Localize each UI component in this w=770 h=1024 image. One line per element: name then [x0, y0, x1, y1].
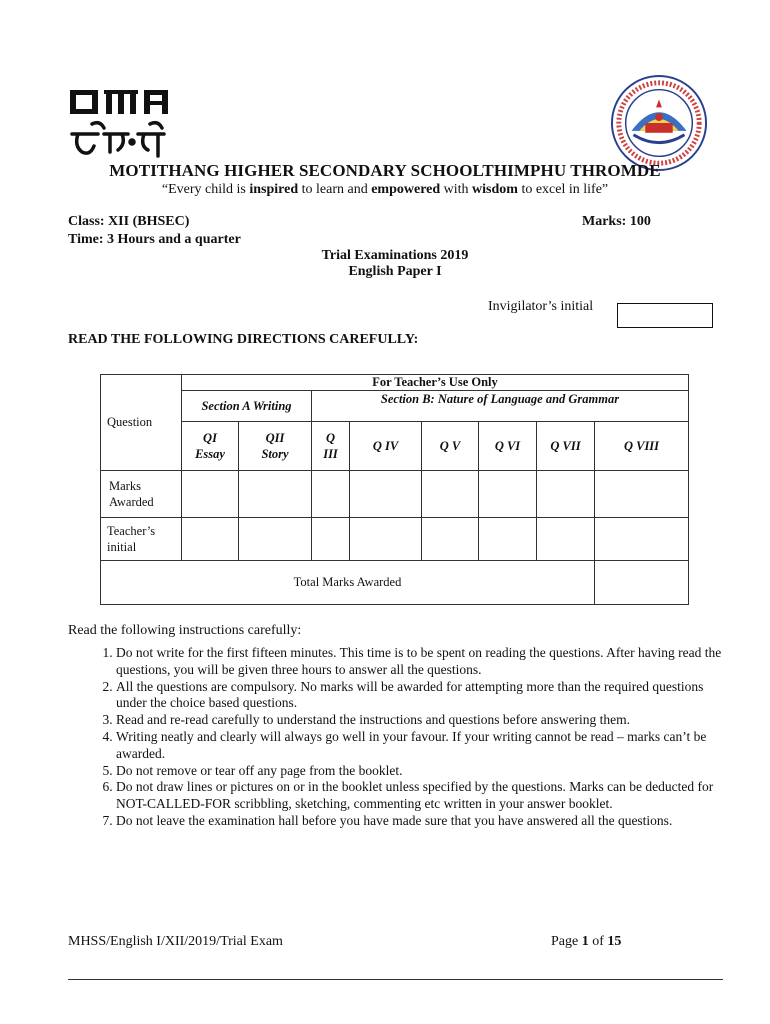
marks-label: Marks: 100 — [582, 214, 651, 229]
school-name: MOTITHANG HIGHER SECONDARY SCHOOLTHIMPHU THROMDE — [109, 161, 661, 180]
footer-page-number: Page 1 of 15 — [551, 934, 622, 949]
marks-cell-qv[interactable] — [422, 471, 479, 518]
column-header-qiv: Q IV — [350, 422, 422, 471]
exam-title: Trial Examinations 2019 — [321, 248, 469, 263]
table-row-total — [101, 561, 689, 605]
initial-cell-qvi[interactable] — [479, 518, 537, 561]
column-header-qv: Q V — [422, 422, 479, 471]
instructions-list — [68, 645, 728, 830]
column-header-qvi: Q VI — [479, 422, 537, 471]
initial-cell-qviii[interactable] — [595, 518, 689, 561]
initial-cell-qii[interactable] — [239, 518, 312, 561]
list-item: 7. Do not leave the examination hall before you have made sure that you have answered all the questions. — [116, 813, 728, 830]
teacher-use-table — [100, 374, 689, 605]
column-header-qi: QI Essay — [182, 422, 239, 471]
marks-cell-qiii[interactable] — [312, 471, 350, 518]
time-label: Time: 3 Hours and a quarter — [68, 232, 241, 247]
list-item: 5. Do not remove or tear off any page from the booklet. — [116, 763, 728, 780]
footer-document-code: MHSS/English I/XII/2019/Trial Exam — [68, 934, 283, 949]
paper-title: English Paper I — [348, 264, 442, 279]
footer-divider — [68, 979, 723, 980]
marks-cell-qiv[interactable] — [350, 471, 422, 518]
column-header-qvii: Q VII — [537, 422, 595, 471]
table-row-teacher-initial — [101, 518, 689, 561]
marks-cell-qviii[interactable] — [595, 471, 689, 518]
section-a-header: Section A Writing — [182, 391, 312, 422]
marks-cell-qi[interactable] — [182, 471, 239, 518]
class-label: Class: XII (BHSEC) — [68, 214, 190, 229]
invigilator-label: Invigilator’s initial — [488, 299, 594, 314]
invigilator-initial-box[interactable] — [617, 303, 713, 328]
teacher-use-header: For Teacher’s Use Only — [182, 375, 689, 391]
marks-cell-qvi[interactable] — [479, 471, 537, 518]
section-b-header: Section B: Nature of Language and Grammar — [312, 391, 689, 422]
instructions-heading: Read the following instructions carefully: — [68, 623, 302, 638]
total-marks-cell[interactable] — [595, 561, 689, 605]
marks-awarded-label: Marks Awarded — [101, 471, 182, 518]
total-marks-label: Total Marks Awarded — [101, 561, 595, 605]
initial-cell-qv[interactable] — [422, 518, 479, 561]
table-row-marks-awarded — [101, 471, 689, 518]
column-header-qiii: Q III — [312, 422, 350, 471]
list-item: 1. Do not write for the first fifteen minutes. This time is to be spent on reading the questions. After having read the questions, you will be given three hours to answer all the questions. — [116, 645, 728, 679]
question-header-cell: Question — [101, 375, 182, 471]
directions-heading: READ THE FOLLOWING DIRECTIONS CAREFULLY: — [68, 332, 419, 347]
column-header-qviii: Q VIII — [595, 422, 689, 471]
initial-cell-qi[interactable] — [182, 518, 239, 561]
marks-cell-qvii[interactable] — [537, 471, 595, 518]
school-motto: “Every child is inspired to learn and empowered with wisdom to excel in life” — [161, 182, 609, 197]
school-logo-dzongkha — [68, 84, 178, 164]
list-item: 2. All the questions are compulsory. No marks will be awarded for attempting more than the required questions under the choice based questions. — [116, 679, 728, 713]
initial-cell-qiv[interactable] — [350, 518, 422, 561]
column-header-qii: QII Story — [239, 422, 312, 471]
initial-cell-qvii[interactable] — [537, 518, 595, 561]
list-item: 6. Do not draw lines or pictures on or in the booklet unless specified by the questions. Marks can be deducted for NOT-CALLED-FOR scribbling, sketching, commenting etc written in your answer booklet. — [116, 779, 728, 813]
teacher-initial-label: Teacher’s initial — [101, 518, 182, 561]
marks-cell-qii[interactable] — [239, 471, 312, 518]
list-item: 3. Read and re-read carefully to understand the instructions and questions before answering them. — [116, 712, 728, 729]
initial-cell-qiii[interactable] — [312, 518, 350, 561]
list-item: 4. Writing neatly and clearly will always go well in your favour. If your writing cannot be read – marks can’t be awarded. — [116, 729, 728, 763]
school-seal-emblem — [610, 74, 708, 172]
